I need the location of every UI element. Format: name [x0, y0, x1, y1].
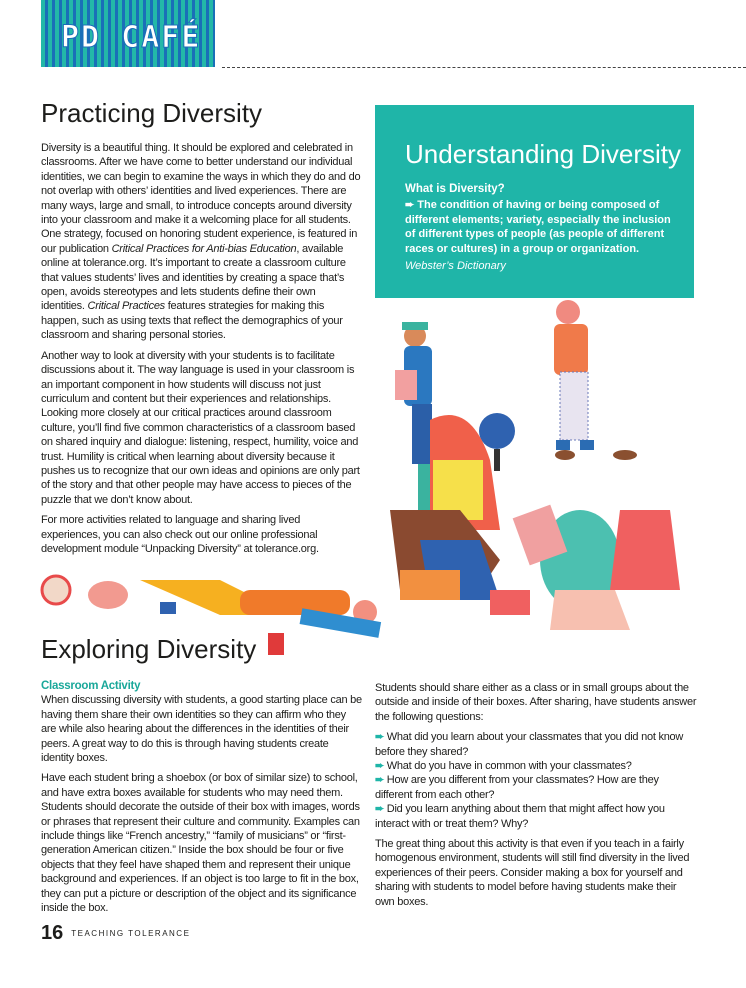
arrow-icon: ➨ — [375, 731, 384, 744]
definition-box — [375, 105, 694, 298]
exploring-paragraph: Students should share either as a class or in small groups about the outside and inside of their boxes. After sharing, have students answer the following questions: — [375, 682, 697, 723]
definition-question: What is Diversity? — [405, 183, 505, 195]
practicing-paragraph: Diversity is a beautiful thing. It should be explored and celebrated in classrooms. After we have come to better understand our individual identities, we can begin to examine the ways in which they do and do not overlap with others’ identities and lived experiences. There are many ways, large and small, to introduce concepts around diversity into your classroom and make it a welcoming place for all students. One strategy, focused on honoring student experience, is featured in our publication Critical Practices for Anti-bias Education, available online at tolerance.org. It’s important to create a classroom culture that values students’ lives and identities by creating a space that’s open, avoids stereotypes and lets students define their own identities. Critical Practices features strategies for making this happen, such as using texts that reflect the demographics of your classroom and sharing personal stories. — [41, 142, 361, 342]
definition-title: Understanding Diversity — [405, 139, 682, 169]
illustration-standing-boy — [554, 300, 637, 460]
definition-source: Webster’s Dictionary — [405, 260, 506, 272]
definition-text: ➨ The condition of having or being composed of different elements; variety, especially the inclusion of different types of people (as people of different races or cultures) in a group or organization. — [405, 199, 671, 255]
practicing-paragraph: Another way to look at diversity with your students is to facilitate discussions about it. The way language is used in your classroom is an important component in how students will discuss not just curriculum and content but their experiences and relationships. Looking more closely at our critical practices around classroom culture, you’ll find five common characteristics of a classroom based on shared inquiry and dialogue: listening, respect, humility, voice and trust. Humility is critical when learning about diversity because it pushes us to recognize that our own ideas and opinions are only part of the story and that other people may have access to pieces of the puzzle that we don’t know about. — [41, 349, 360, 506]
question-item: ➨ What do you have in common with your classmates? — [375, 760, 632, 773]
activity-subhead: Classroom Activity — [41, 680, 141, 692]
magazine-name: TEACHING TOLERANCE — [71, 929, 191, 938]
question-item: ➨ Did you learn anything about them that might affect how you interact with or treat them? Why? — [375, 803, 665, 830]
page-number: 16 — [41, 922, 64, 944]
question-item: ➨ What did you learn about your classmates that you did not know before they shared? — [375, 731, 684, 758]
page-footer — [41, 922, 190, 945]
arrow-icon: ➨ — [405, 199, 418, 211]
section-banner — [41, 0, 215, 67]
arrow-icon: ➨ — [375, 803, 384, 816]
question-item: ➨ How are you different from your classmates? How are they different from each other? — [375, 774, 659, 801]
exploring-paragraph: When discussing diversity with students, a good starting place can be having them share their own identities so they can affirm who they are while also hearing about the differences in the identities of their peers. A great way to do this is through having students create identity boxes. — [41, 694, 362, 765]
practicing-title: Practicing Diversity — [41, 98, 263, 128]
practicing-paragraph: For more activities related to language and sharing lived experiences, you can also check out our online professional development module “Unpacking Diversity” at tolerance.org. — [41, 514, 319, 555]
header-divider — [222, 67, 746, 68]
practicing-body — [41, 141, 361, 562]
exploring-left-column — [41, 679, 363, 922]
arrow-icon: ➨ — [375, 774, 384, 787]
exploring-right-column — [375, 681, 697, 915]
exploring-title: Exploring Diversity — [41, 634, 257, 664]
illustration-group — [390, 415, 680, 630]
section-label: PD CAFÉ — [61, 20, 202, 55]
illustration-girl-cap — [395, 322, 432, 524]
globe-icon — [479, 413, 515, 471]
exploring-paragraph: The great thing about this activity is that even if you teach in a fairly homogenous environment, students will still find diversity in the lived experiences of their peers. Consider making a box for yourself and sharing with students to model before having students make their own boxes. — [375, 838, 690, 908]
question-list — [375, 730, 697, 831]
arrow-icon: ➨ — [375, 760, 384, 773]
exploring-paragraph: Have each student bring a shoebox (or box of similar size) to school, and have extra boxes available for students who may need them. Students should decorate the outside of their box with images, words or phrases that represent their culture and community. Examples can include things like “French ancestry,” “family of musicians” or “first-generation American citizen.” Inside the box should be four or five objects that they feel have shaped them and represent their unique background and experiences. If an object is too large to fit in the box, they can put a picture or description of the object and its significance inside the box. — [41, 772, 360, 915]
